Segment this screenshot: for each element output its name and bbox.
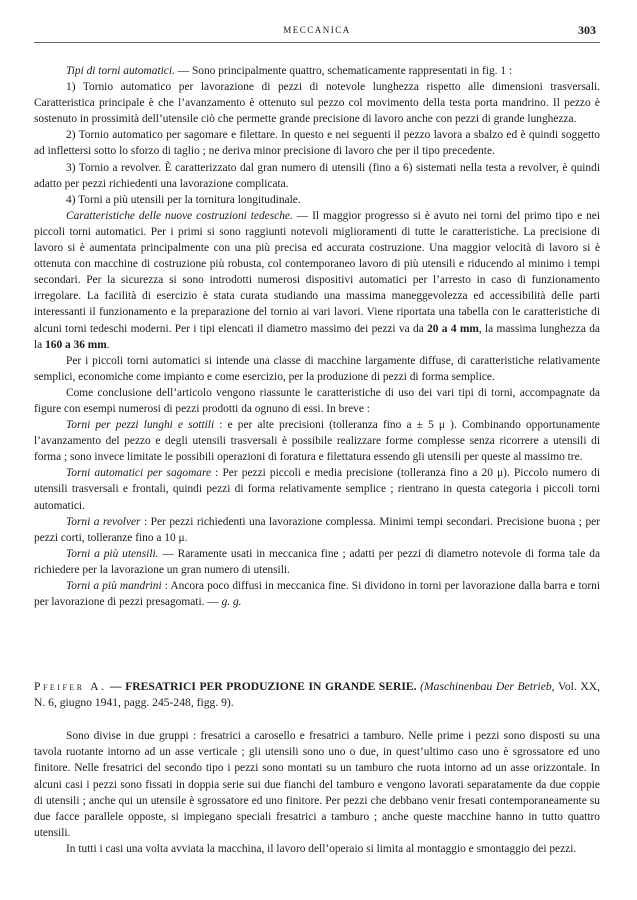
category-text: : e per alte precisioni (tolleranza fino a ± 5 μ ). Combinando opportunamente l’avanzamento del pezzo e degli utensili trasversali è possibile realizzare forme complesse senza ricorrere a utensili di forma ; sono invece limitate le possibili operazioni di foratura e filettatura essendo gli utensili per queste al massimo tre. <box>34 419 600 464</box>
category-text: : Per pezzi piccoli e media precisione (tolleranza fino a 20 μ). Piccolo numero di utensili trasversali e frontali, quindi pezzi di forma relativamente semplice ; rientrano in questa categoria i piccoli torni automatici. <box>34 467 601 512</box>
new-constructions-mid: , la massima lunghezza da la <box>34 322 600 351</box>
category-title: Torni a revolver <box>66 515 141 528</box>
article-citation: Vol. XX, N. 6, giugno 1941, pagg. 245-248, figg. 9). <box>34 680 600 710</box>
intro-paragraph <box>34 63 600 79</box>
small-lathes-paragraph: Per i piccoli torni automatici si intende una classe di macchine largamente diffuse, di caratteristiche relativamente semplici, economiche come impianto e come esercizio, per la produzione di pezzi di forma semplice. <box>34 354 600 383</box>
section-torni <box>34 63 600 610</box>
fresatrici-paragraph-2: In tutti i casi una volta avviata la macchina, il lavoro dell’operaio si limita al montaggio e smontaggio dei pezzi. <box>66 843 577 856</box>
article-title: — FRESATRICI PER PRODUZIONE IN GRANDE SERIE. <box>106 680 417 693</box>
category-text: — Raramente usati in meccanica fine ; adatti per pezzi di diametro notevole di forma tale da richiedere per la lavorazione un gran numero di utensili. <box>34 547 600 576</box>
category-multi-spindle <box>34 578 600 610</box>
category-title: Torni automatici per sagomare <box>66 467 212 480</box>
category-revolver <box>34 514 600 546</box>
new-constructions-title: Caratteristiche delle nuove costruzioni tedesche. <box>66 209 293 222</box>
new-constructions-text: — Il maggior progresso si è avuto nei torni del primo tipo e nei piccoli torni automatici. Per i primi si sono raggiunti notevoli miglioramenti di tutte le caratteristiche. La precisione di lavoro si è aumentata principalmente con una più precisa ed accurata costruzione. Una maggior velocità di lavoro si è ottenuta con macchine di costruzione più robusta, col contemporaneo lavoro di più utensili e riducendo al minimo i tempi secondari. Per la sicurezza si sono introdotti numerosi dispositivi automatici per l’arresto in caso di funzionamento irregolare. La facilità di esercizio è stata curata studiando una massima maneggevolezza ed accessibilità delle parti interessanti il funzionamento e la preparazione del tornio ai vari lavori. Viene riportata una tabella con le caratteristiche di alcuni torni tedeschi moderni. Per i tipi elencati il diametro massimo dei pezzi va da <box>34 209 601 335</box>
category-title: Torni a più utensili. <box>66 547 159 560</box>
category-title: Torni a più mandrini <box>66 580 162 592</box>
new-constructions-paragraph <box>34 208 600 353</box>
length-range: 160 a 36 mm <box>45 338 107 351</box>
page-header <box>34 22 600 43</box>
new-constructions-end: . <box>106 338 110 351</box>
list-item-1: 1) Tornio automatico per lavorazione di pezzi di notevole lunghezza rispetto alle dimensioni trasversali. Caratteristica principale è che l’avanzamento è ottenuto sul pezzo col movimento della testa porta mandrino. Il pezzo è sostenuto in prossimità dell’utensile ciò che permette grande precisione di lavoro anche con pezzi di grande lunghezza. <box>34 81 600 126</box>
author-signature: g. g. <box>221 596 242 609</box>
running-head: MECCANICA <box>283 25 351 35</box>
category-text: : Ancora poco diffusi in meccanica fine. Si dividono in torni per lavorazione dalla barra e torni per lavorazione di pezzi presagomati. — <box>34 580 600 609</box>
article-heading <box>34 679 600 711</box>
category-title: Torni per pezzi lunghi e sottili <box>66 419 215 432</box>
category-multi-tool <box>34 546 600 578</box>
section-fresatrici <box>34 728 600 858</box>
intro-text: — Sono principalmente quattro, schematicamente rappresentati in fig. 1 : <box>174 65 513 77</box>
conclusion-paragraph: Come conclusione dell’articolo vengono riassunte le caratteristiche di uso dei vari tipi di torni, accompagnate da figure con esempi numerosi di pezzi prodotti da ognuno di essi. In breve : <box>34 386 600 415</box>
fresatrici-paragraph-1: Sono divise in due gruppi : fresatrici a carosello e fresatrici a tamburo. Nelle prime i pezzi sono disposti su una tavola ruotante intorno ad un asse verticale ; gli utensili sono uno o due, in quest’ultimo caso uno è sgrossatore ed uno finitore. Nelle fresatrici del secondo tipo i pezzi sono montati su un tamburo che ruota intorno ad un asse orizzontale. In alcuni casi i pezzi sono fissati in doppia serie sui due fianchi del tamburo e vengono lavorati separatamente da due coppie di utensili ; anche qui un utensile è sgrossatore ed uno finitore. Per pezzi che debbano venir fresati contemporaneamente su due facce parallele opposte, si impiegano speciali fresatrici a tamburo ; anche queste macchine hanno in tutto quattro utensili. <box>34 730 600 840</box>
category-long-thin <box>34 417 600 465</box>
intro-title: Tipi di torni automatici. <box>66 65 175 77</box>
category-text: : Per pezzi richiedenti una lavorazione complessa. Minimi tempi secondari. Precisione buona ; per pezzi corti, tolleranze fino a 10 μ. <box>34 515 600 544</box>
category-shaping <box>34 465 600 513</box>
article-author: Pfeifer A. <box>34 680 107 693</box>
article-journal: (Maschinenbau Der Betrieb, <box>420 680 555 693</box>
list-item-3: 3) Tornio a revolver. È caratterizzato dal gran numero di utensili (fino a 6) sistemati nella testa a revolver, è quindi adatto per pezzi richiedenti una lavorazione complicata. <box>34 161 600 190</box>
page-number: 303 <box>578 23 596 37</box>
diameter-range: 20 a 4 mm <box>427 322 479 335</box>
list-item-2: 2) Tornio automatico per sagomare e filettare. In questo e nei seguenti il pezzo lavora a sbalzo ed è quindi soggetto ad inflettersi sotto lo sforzo di taglio ; ne deriva minor precisione di lavoro che per il tipo precedente. <box>34 129 600 158</box>
list-item-4: 4) Torni a più utensili per la tornitura longitudinale. <box>66 193 301 206</box>
